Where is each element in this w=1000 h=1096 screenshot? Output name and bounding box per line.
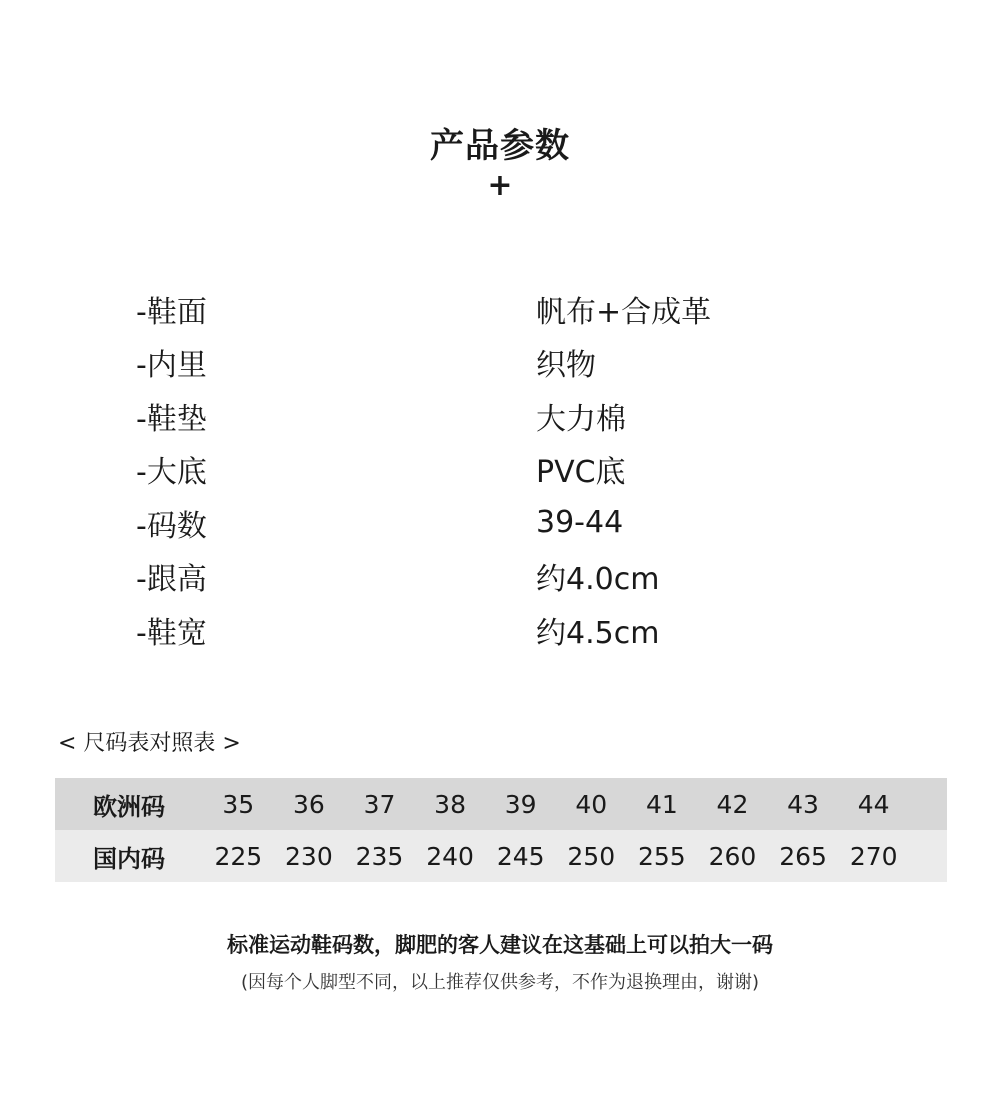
param-value: 织物 xyxy=(536,348,596,384)
row-header: 国内码 xyxy=(55,830,203,882)
table-cell: 42 xyxy=(697,778,768,830)
param-label: -码数 xyxy=(136,508,207,544)
table-row-eu-size xyxy=(55,778,947,830)
table-cell: 39 xyxy=(485,778,556,830)
table-cell: 44 xyxy=(838,778,909,830)
table-cell: 265 xyxy=(768,830,839,882)
param-row-outsole xyxy=(136,443,856,497)
size-chart-table xyxy=(55,778,947,882)
table-cell: 230 xyxy=(274,830,345,882)
param-value: 大力棉 xyxy=(536,401,626,437)
size-advice-note: 标准运动鞋码数，脚肥的客人建议在这基础上可以拍大一码 xyxy=(227,933,773,957)
param-label: -跟高 xyxy=(136,562,207,598)
param-label: -鞋垫 xyxy=(136,401,207,437)
table-cell: 235 xyxy=(344,830,415,882)
param-label: -大底 xyxy=(136,455,207,491)
table-cell-spacer xyxy=(909,778,947,830)
page-title: 产品参数 xyxy=(430,126,570,166)
param-value: 约4.5cm xyxy=(536,615,660,651)
table-cell: 245 xyxy=(485,830,556,882)
param-label: -鞋宽 xyxy=(136,615,207,651)
param-value: 帆布+合成革 xyxy=(536,294,712,330)
table-cell: 36 xyxy=(274,778,345,830)
param-row-shoe-width xyxy=(136,603,856,657)
param-value: 39-44 xyxy=(536,505,624,541)
table-cell: 35 xyxy=(203,778,274,830)
size-chart-heading: < 尺码表对照表 > xyxy=(58,731,241,756)
table-cell: 255 xyxy=(627,830,698,882)
table-cell: 240 xyxy=(415,830,486,882)
param-row-lining xyxy=(136,336,856,390)
plus-icon: + xyxy=(487,168,513,203)
param-label: -鞋面 xyxy=(136,294,207,330)
table-cell: 260 xyxy=(697,830,768,882)
disclaimer-note: (因每个人脚型不同，以上推荐仅供参考，不作为退换理由，谢谢) xyxy=(240,972,760,993)
table-cell: 43 xyxy=(768,778,839,830)
param-row-upper xyxy=(136,282,856,336)
param-label: -内里 xyxy=(136,348,207,384)
table-cell: 250 xyxy=(556,830,627,882)
table-row-cn-size xyxy=(55,830,947,882)
row-header: 欧洲码 xyxy=(55,778,203,830)
param-row-sizes xyxy=(136,496,856,550)
table-cell: 38 xyxy=(415,778,486,830)
table-cell: 41 xyxy=(627,778,698,830)
table-cell: 270 xyxy=(838,830,909,882)
table-cell: 225 xyxy=(203,830,274,882)
param-value: PVC底 xyxy=(536,455,626,491)
product-params-list xyxy=(136,282,856,657)
param-row-insole xyxy=(136,389,856,443)
table-cell: 40 xyxy=(556,778,627,830)
param-row-heel-height xyxy=(136,550,856,604)
table-cell: 37 xyxy=(344,778,415,830)
table-cell-spacer xyxy=(909,830,947,882)
param-value: 约4.0cm xyxy=(536,562,660,598)
